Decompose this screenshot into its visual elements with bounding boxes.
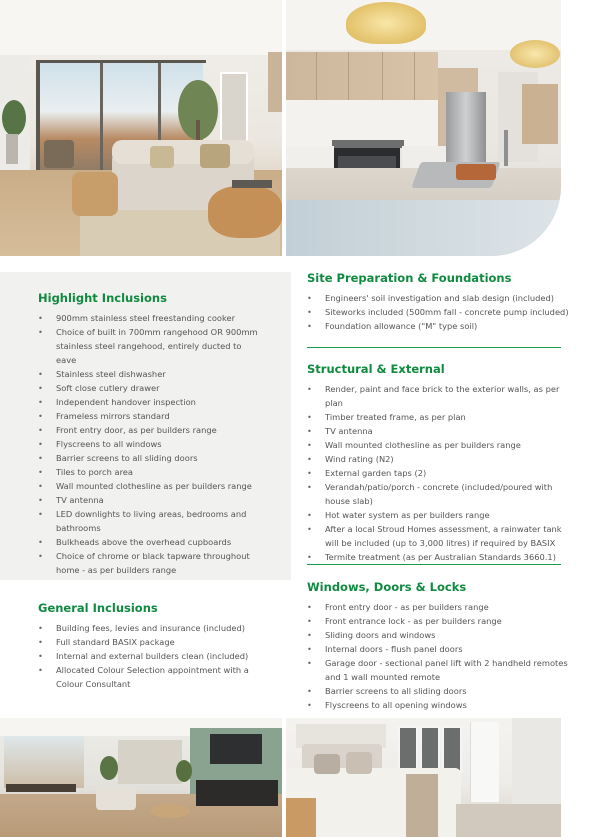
list-item: • Internal and external builders clean (included) (38, 649, 278, 663)
list-item: • Front entrance lock - as per builders range (307, 614, 572, 628)
list-item: • Render, paint and face brick to the exterior walls, as per plan (307, 382, 572, 410)
section-divider (307, 347, 561, 348)
windows-doors-locks-list (307, 600, 572, 712)
list-item: • Front entry door, as per builders range (38, 423, 264, 437)
site-preparation-list (307, 291, 572, 333)
list-item: • Soft close cutlery drawer (38, 381, 264, 395)
list-item: • Allocated Colour Selection appointment with a Colour Consultant (38, 663, 278, 691)
bedroom-photo (286, 718, 561, 837)
list-item: • Garage door - sectional panel lift with 2 handheld remotes and 1 wall mounted remote (307, 656, 572, 684)
list-item: • Wall mounted clothesline as per builders range (307, 438, 572, 452)
dining-room-photo (0, 718, 282, 837)
list-item: • Hot water system as per builders range (307, 508, 572, 522)
list-item: • Internal doors - flush panel doors (307, 642, 572, 656)
structural-external-list (307, 382, 572, 564)
list-item: • Timber treated frame, as per plan (307, 410, 572, 424)
general-inclusions-heading: General Inclusions (38, 601, 158, 615)
list-item: • Siteworks included (500mm fall - concrete pump included) (307, 305, 572, 319)
list-item: • Front entry door - as per builders range (307, 600, 572, 614)
list-item: • Wall mounted clothesline as per builders range (38, 479, 264, 493)
list-item: • TV antenna (307, 424, 572, 438)
list-item: • Stainless steel dishwasher (38, 367, 264, 381)
list-item: • Choice of built in 700mm rangehood OR 900mm stainless steel rangehood, entirely ducted to eave (38, 325, 264, 367)
list-item: • Sliding doors and windows (307, 628, 572, 642)
list-item: • TV antenna (38, 493, 264, 507)
list-item: • Termite treatment (as per Australian Standards 3660.1) (307, 550, 572, 564)
list-item: • Full standard BASIX package (38, 635, 278, 649)
section-divider (307, 564, 561, 565)
list-item: • Engineers' soil investigation and slab design (included) (307, 291, 572, 305)
list-item: • External garden taps (2) (307, 466, 572, 480)
list-item: • Barrier screens to all sliding doors (307, 684, 572, 698)
list-item: • Flyscreens to all opening windows (307, 698, 572, 712)
list-item: • Tiles to porch area (38, 465, 264, 479)
list-item: • 900mm stainless steel freestanding cooker (38, 311, 264, 325)
list-item: • Independent handover inspection (38, 395, 264, 409)
list-item: • LED downlights to living areas, bedrooms and bathrooms (38, 507, 264, 535)
list-item: • Wind rating (N2) (307, 452, 572, 466)
list-item: • Building fees, levies and insurance (included) (38, 621, 278, 635)
list-item: • Barrier screens to all sliding doors (38, 451, 264, 465)
living-room-photo (0, 0, 282, 256)
list-item: • Foundation allowance ("M" type soil) (307, 319, 572, 333)
list-item: • After a local Stroud Homes assessment, a rainwater tank will be included (up to 3,000 litres) if required by BASIX (307, 522, 572, 550)
list-item: • Bulkheads above the overhead cupboards (38, 535, 264, 549)
kitchen-photo (286, 0, 561, 256)
list-item: • Verandah/patio/porch - concrete (included/poured with house slab) (307, 480, 572, 508)
windows-doors-locks-heading: Windows, Doors & Locks (307, 580, 467, 594)
list-item: • Frameless mirrors standard (38, 409, 264, 423)
highlight-inclusions-list (38, 311, 264, 577)
highlight-inclusions-heading: Highlight Inclusions (38, 291, 167, 305)
list-item: • Choice of chrome or black tapware throughout home - as per builders range (38, 549, 264, 577)
structural-external-heading: Structural & External (307, 362, 445, 376)
site-preparation-heading: Site Preparation & Foundations (307, 271, 512, 285)
list-item: • Flyscreens to all windows (38, 437, 264, 451)
general-inclusions-list (38, 621, 278, 691)
